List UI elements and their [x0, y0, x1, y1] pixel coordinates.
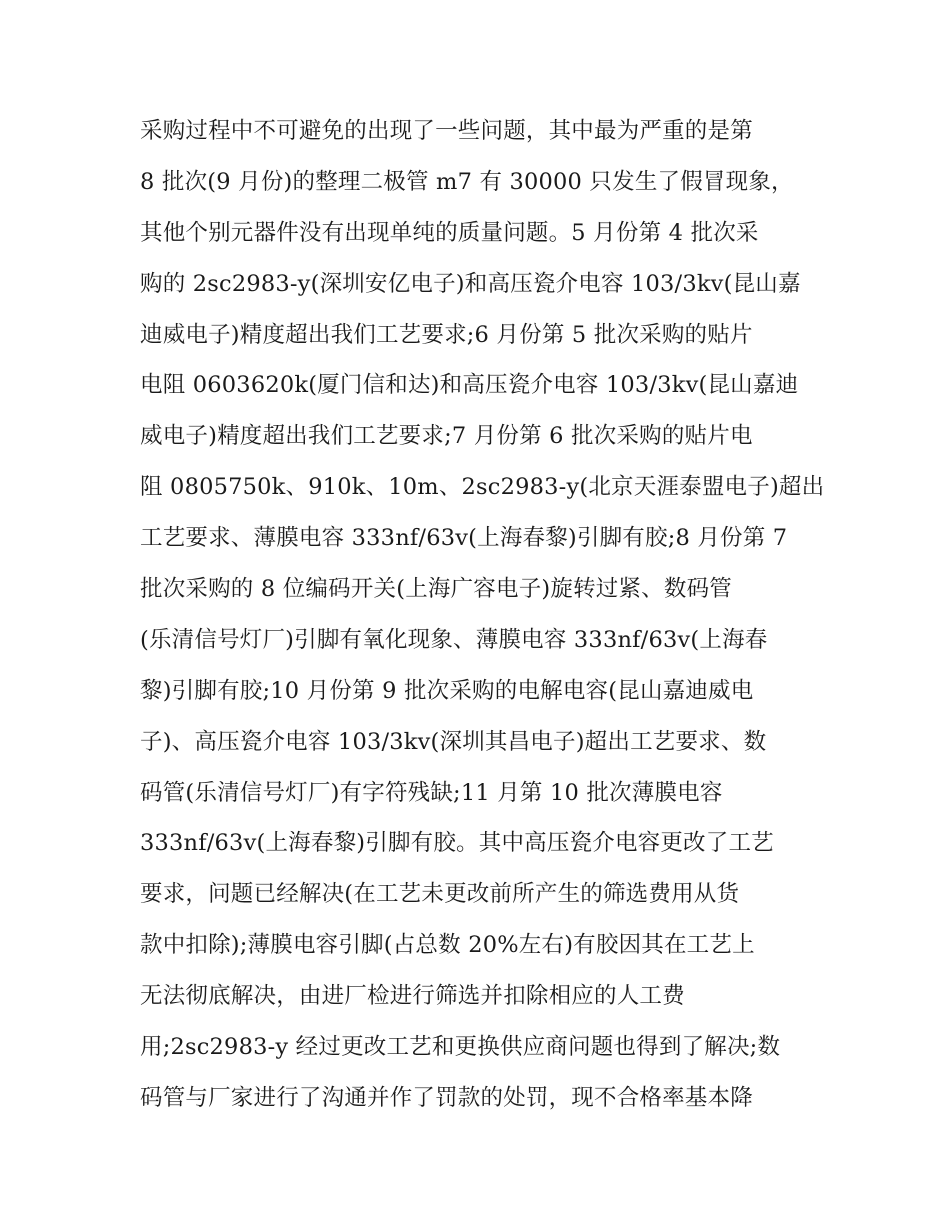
text-line: 款中扣除);薄膜电容引脚(占总数 20%左右)有胶因其在工艺上 [140, 932, 755, 959]
text-line: 采购过程中不可避免的出现了一些问题，其中最为严重的是第 [140, 118, 753, 144]
text-line: 8 批次(9 月份)的整理二极管 m7 有 30000 只发生了假冒现象， [140, 168, 794, 195]
text-line: 批次采购的 8 位编码开关(上海广容电子)旋转过紧、数码管 [140, 576, 732, 603]
text-line: 码管与厂家进行了沟通并作了罚款的处罚，现不合格率基本降 [140, 1084, 753, 1111]
text-line: 码管(乐清信号灯厂)有字符残缺;11 月第 10 批次薄膜电容 [140, 779, 723, 806]
text-line: 购的 2sc2983-y(深圳安亿电子)和高压瓷介电容 103/3kv(昆山嘉 [140, 270, 801, 297]
text-line: (乐清信号灯厂)引脚有氧化现象、薄膜电容 333nf/63v(上海春 [140, 626, 768, 653]
text-line: 子)、高压瓷介电容 103/3kv(深圳其昌电子)超出工艺要求、数 [140, 728, 767, 755]
text-line: 用;2sc2983-y 经过更改工艺和更换供应商问题也得到了解决;数 [140, 1034, 781, 1061]
text-line: 电阻 0603620k(厦门信和达)和高压瓷介电容 103/3kv(昆山嘉迪 [140, 372, 799, 399]
text-line: 其他个别元器件没有出现单纯的质量问题。5 月份第 4 批次采 [140, 219, 759, 246]
text-line: 333nf/63v(上海春黎)引脚有胶。其中高压瓷介电容更改了工艺 [140, 830, 774, 857]
text-line: 威电子)精度超出我们工艺要求;7 月份第 6 批次采购的贴片电 [140, 423, 753, 450]
text-line: 阻 0805750k、910k、10m、2sc2983-y(北京天涯泰盟电子)超出 [140, 474, 825, 501]
text-line: 无法彻底解决，由进厂检进行筛选并扣除相应的人工费 [140, 983, 685, 1010]
text-line: 工艺要求、薄膜电容 333nf/63v(上海春黎)引脚有胶;8 月份第 7 [140, 525, 788, 552]
body-paragraph [140, 111, 825, 1129]
text-line: 黎)引脚有胶;10 月份第 9 批次采购的电解电容(昆山嘉迪威电 [140, 677, 754, 704]
text-line: 迪威电子)精度超出我们工艺要求;6 月份第 5 批次采购的贴片 [140, 321, 753, 348]
text-line: 要求，问题已经解决(在工艺未更改前所产生的筛选费用从货 [140, 881, 740, 908]
